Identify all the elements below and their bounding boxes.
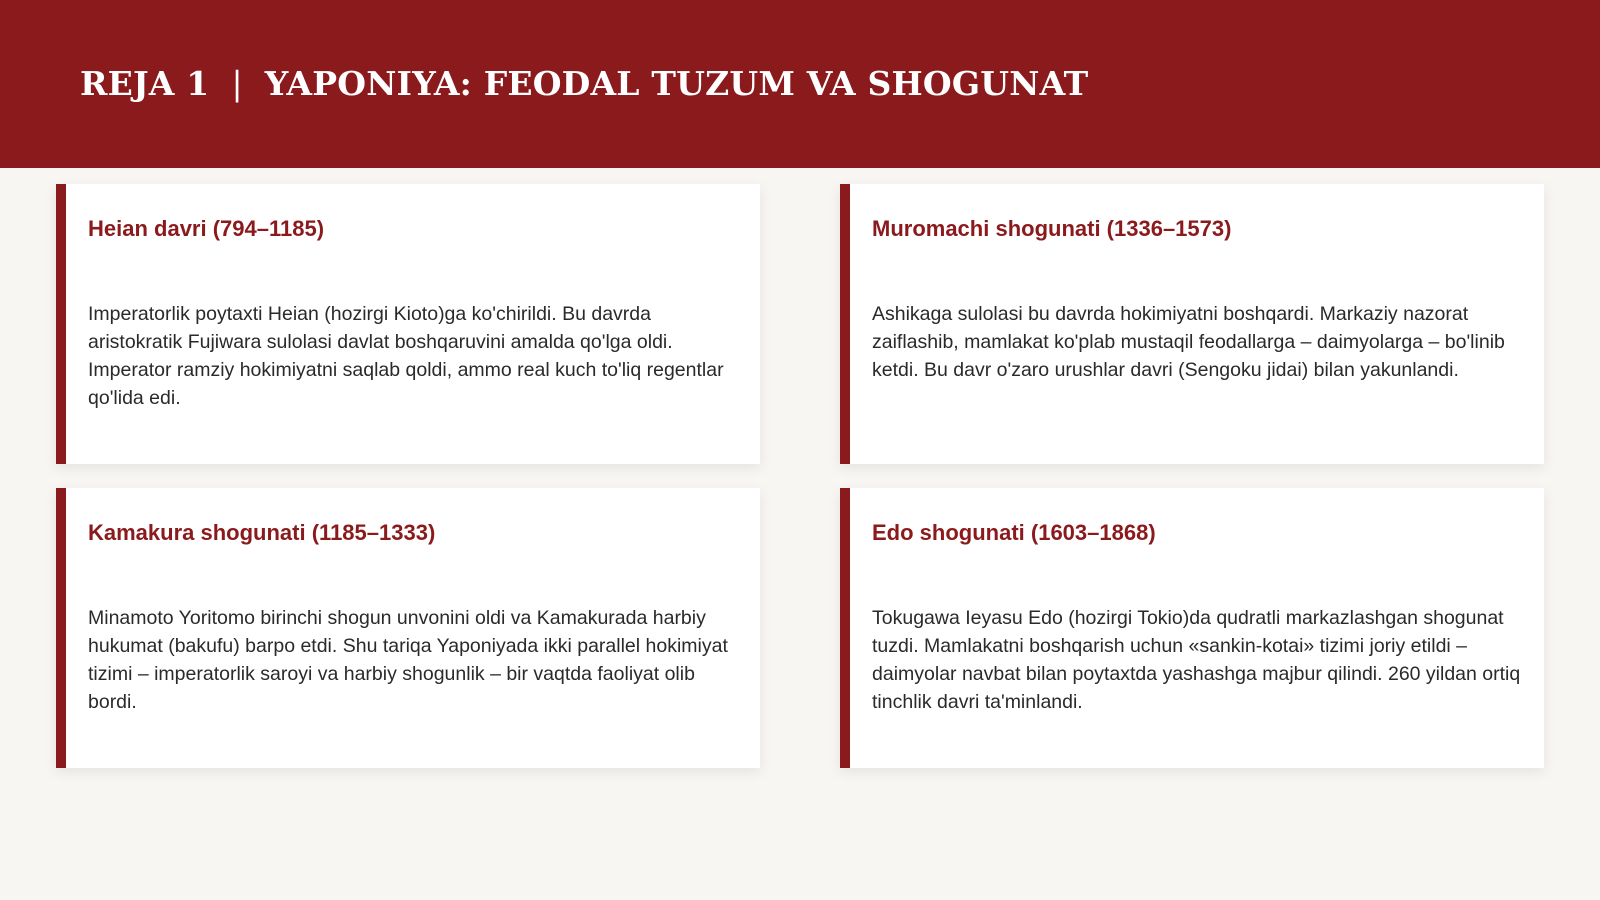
slide-title [80,62,1088,106]
card-title: Kamakura shogunati (1185–1333) [88,520,436,545]
title-text: YAPONIYA: FEODAL TUZUM VA SHOGUNAT [264,64,1089,103]
card-text: Minamoto Yoritomo birinchi shogun unvonini oldi va Kamakurada harbiy hukumat (bakufu) barpo etdi. Shu tariqa Yaponiyada ikki parallel hokimiyat tizimi – imperatorlik saroyi va harbiy shogunlik – bir vaqtda faoliyat olib bordi. [88,607,728,713]
card-accent-bar [840,184,850,464]
card-text: Tokugawa Ieyasu Edo (hozirgi Tokio)da qudratli markazlashgan shogunat tuzdi. Mamlakatni boshqarish uchun «sankin-kotai» tizimi joriy etildi – daimyolar navbat bilan poytaxtda yashashga majbur qilindi. 260 yildan ortiq tinchlik davri ta'minlandi. [872,607,1521,713]
period-card-kamakura [56,488,760,768]
card-accent-bar [840,488,850,768]
period-card-heian [56,184,760,464]
card-title: Heian davri (794–1185) [88,216,325,241]
slide-header [0,0,1600,168]
card-text: Imperatorlik poytaxti Heian (hozirgi Kioto)ga ko'chirildi. Bu davrda aristokratik Fujiwara sulolasi davlat boshqaruvini amalda qo'lga oldi. Imperator ramziy hokimiyatni saqlab qoldi, ammo real kuch to'liq regentlar qo'lida edi. [88,303,724,409]
period-card-edo [840,488,1544,768]
card-accent-bar [56,184,66,464]
card-title: Edo shogunati (1603–1868) [872,520,1156,545]
title-separator: | [231,64,243,103]
section-label: REJA 1 [80,64,210,103]
card-accent-bar [56,488,66,768]
period-card-muromachi [840,184,1544,464]
card-title: Muromachi shogunati (1336–1573) [872,216,1232,241]
card-text: Ashikaga sulolasi bu davrda hokimiyatni boshqardi. Markaziy nazorat zaiflashib, mamlakat ko'plab mustaqil feodallarga – daimyolarga – bo'linib ketdi. Bu davr o'zaro urushlar davri (Sengoku jidai) bilan yakunlandi. [872,303,1505,381]
